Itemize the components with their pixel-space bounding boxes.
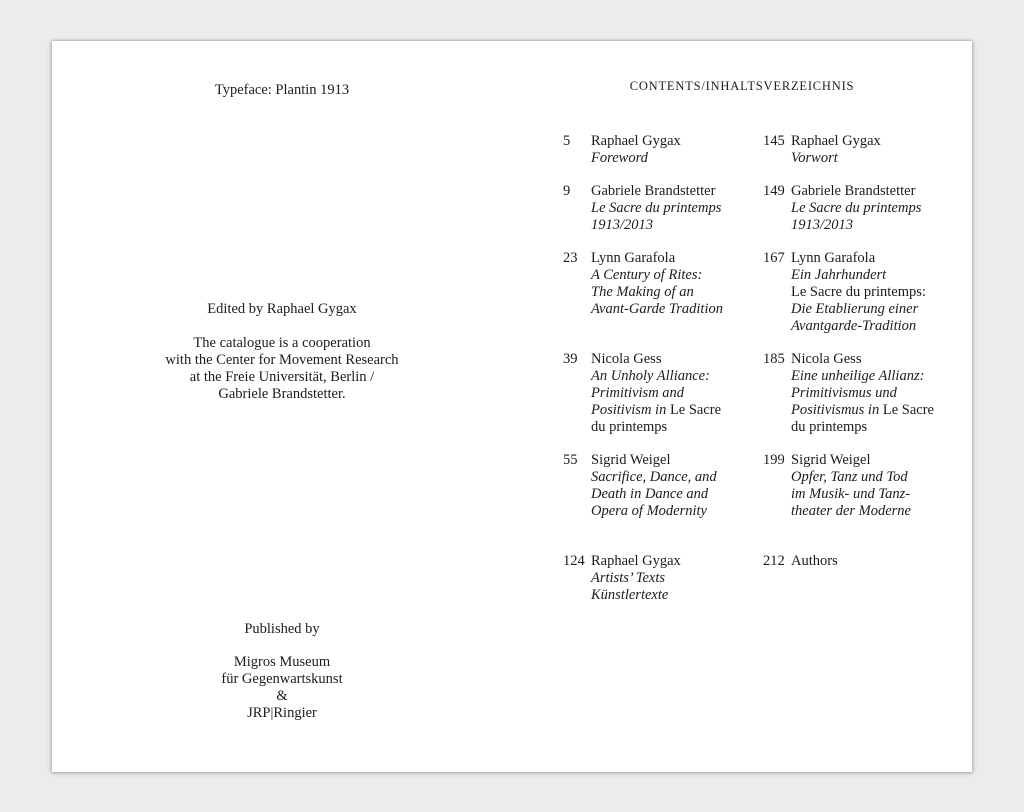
toc-entry-text (791, 351, 951, 436)
toc-title-line: Foreword (591, 150, 648, 166)
toc-page-number: 23 (563, 250, 578, 266)
typeface-text: Typeface: Plantin 1913 (214, 82, 350, 98)
toc-page-number: 149 (763, 183, 785, 199)
publisher-line: Migros Museum (233, 654, 331, 670)
toc-title-line: theater der Moderne (791, 503, 911, 519)
toc-author: Authors (791, 553, 838, 569)
toc-entry-text (591, 133, 751, 167)
toc-title-line: 1913/2013 (591, 217, 654, 233)
cooperation-line: The catalogue is a cooperation (193, 335, 371, 351)
toc-title-line: Artists’ Texts (591, 570, 665, 586)
right-page (512, 41, 972, 772)
toc-title-line: Le Sacre du printemps (791, 200, 922, 216)
toc-author: Raphael Gygax (591, 553, 681, 569)
toc-entry-text (791, 452, 951, 520)
toc-title-line: Die Etablierung einer (791, 301, 919, 317)
toc-entry-text (791, 183, 951, 234)
toc-author: Sigrid Weigel (791, 452, 871, 468)
toc-author: Nicola Gess (591, 351, 662, 367)
publisher-block (52, 654, 512, 722)
toc-entry-text (791, 553, 951, 570)
toc-author: Raphael Gygax (591, 133, 681, 149)
toc-title-line: 1913/2013 (791, 217, 854, 233)
toc-entry-text (591, 183, 751, 234)
toc-page-number: 5 (563, 133, 571, 149)
toc-title-line: Künstlertexte (591, 587, 669, 603)
toc-title-line: im Musik- und Tanz- (791, 486, 911, 502)
toc-title-line: Primitivismus und (791, 385, 897, 401)
toc-title-line: Ein Jahrhundert (791, 267, 887, 283)
toc-title-line: Primitivism and (591, 385, 685, 401)
toc-page-number: 145 (763, 133, 785, 149)
toc-page-number: 199 (763, 452, 785, 468)
toc-title-line: Avantgarde-Tradition (791, 318, 917, 334)
toc-title-line: An Unholy Alliance: (591, 368, 710, 384)
toc-title-line: Positivismus in Le Sacre (791, 402, 934, 418)
contents-title: CONTENTS/INHALTSVERZEICHNIS (629, 79, 855, 93)
publisher-line: für Gegenwartskunst (221, 671, 343, 687)
toc-page-number: 185 (763, 351, 785, 367)
toc-title-line: Vorwort (791, 150, 838, 166)
toc-title-line: Opera of Modernity (591, 503, 707, 519)
publisher-line: & (276, 688, 288, 704)
cooperation-line: with the Center for Movement Research (165, 352, 399, 368)
toc-author: Sigrid Weigel (591, 452, 671, 468)
editor-credit (52, 301, 512, 318)
toc-title-line: Eine unheilige Allianz: (791, 368, 925, 384)
toc-title-line: Le Sacre du printemps (591, 200, 722, 216)
published-by-text: Published by (244, 621, 320, 637)
toc-entry-text (591, 250, 751, 318)
toc-title-line: du printemps (591, 419, 668, 435)
toc-author: Gabriele Brandstetter (591, 183, 716, 199)
toc-title-line: Sacrifice, Dance, and (591, 469, 717, 485)
left-page (52, 41, 512, 772)
book-spread (52, 41, 972, 772)
toc-page-number: 124 (563, 553, 585, 569)
toc-page-number: 212 (763, 553, 785, 569)
toc-entry-text (791, 133, 951, 167)
toc-title-line: A Century of Rites: (591, 267, 703, 283)
toc-page-number: 9 (563, 183, 571, 199)
toc-author: Gabriele Brandstetter (791, 183, 916, 199)
toc-page-number: 167 (763, 250, 785, 266)
toc-entry-text (591, 351, 751, 436)
toc-author: Lynn Garafola (591, 250, 676, 266)
cooperation-note (52, 335, 512, 403)
toc-page-number: 55 (563, 452, 578, 468)
toc-title-line: Death in Dance and (591, 486, 709, 502)
cooperation-line: Gabriele Brandstetter. (218, 386, 346, 402)
toc-title-line: The Making of an (591, 284, 694, 300)
toc-title-line: Positivism in Le Sacre (591, 402, 722, 418)
cooperation-line: at the Freie Universität, Berlin / (189, 369, 375, 385)
edited-by-text: Edited by Raphael Gygax (207, 301, 357, 317)
published-by (52, 621, 512, 638)
typeface-note (52, 82, 512, 99)
toc-entry-text (591, 553, 751, 604)
toc-entry-text (791, 250, 951, 335)
toc-title-line: du printemps (791, 419, 868, 435)
publisher-line: JRP|Ringier (247, 705, 317, 721)
toc-author: Raphael Gygax (791, 133, 881, 149)
toc-title-line: Opfer, Tanz und Tod (791, 469, 908, 485)
toc-title-line: Avant-Garde Tradition (591, 301, 723, 317)
toc-entry-text (591, 452, 751, 520)
toc-author: Nicola Gess (791, 351, 862, 367)
toc-page-number: 39 (563, 351, 578, 367)
toc-title-line: Le Sacre du printemps: (791, 284, 926, 300)
toc-author: Lynn Garafola (791, 250, 876, 266)
